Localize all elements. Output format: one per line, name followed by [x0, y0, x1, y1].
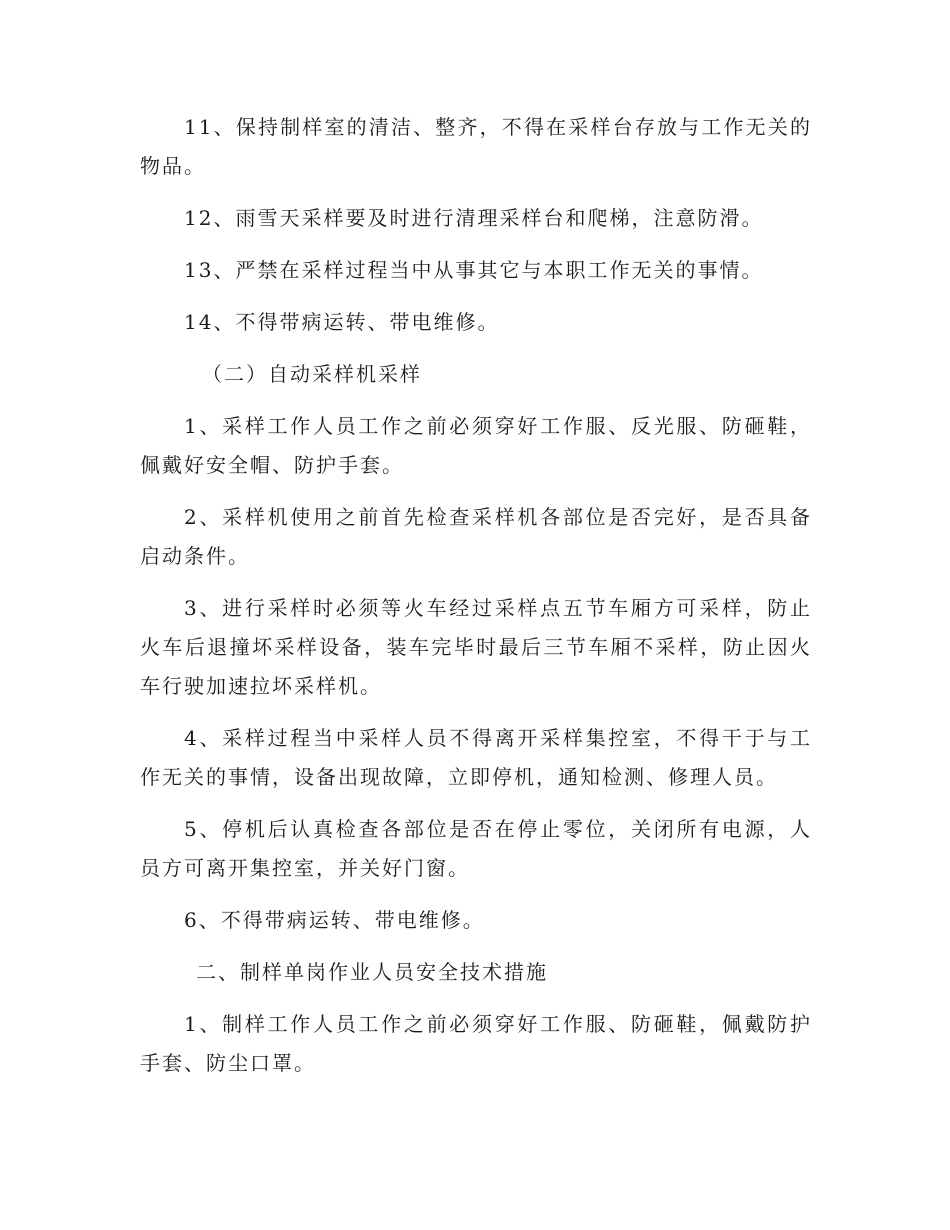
paragraph-item-1: 1、采样工作人员工作之前必须穿好工作服、反光服、防砸鞋，佩戴好安全帽、防护手套。: [140, 414, 812, 477]
paragraph-item-4: 4、采样过程当中采样人员不得离开采样集控室，不得干于与工作无关的事情，设备出现故障，立即停机，通知检测、修理人员。: [140, 726, 812, 789]
paragraph-item-14: 14、不得带病运转、带电维修。: [184, 310, 500, 334]
paragraph-item-13: 13、严禁在采样过程当中从事其它与本职工作无关的事情。: [184, 258, 764, 282]
subsection-heading-auto-sampler: （二）自动采样机采样: [202, 362, 422, 386]
paragraph-prep-item-1: 1、制样工作人员工作之前必须穿好工作服、防砸鞋，佩戴防护手套、防尘口罩。: [140, 1012, 812, 1075]
section-heading-sample-prep: 二、制样单岗作业人员安全技术措施: [196, 960, 548, 984]
paragraph-item-12: 12、雨雪天采样要及时进行清理采样台和爬梯，注意防滑。: [184, 206, 764, 230]
paragraph-item-6: 6、不得带病运转、带电维修。: [184, 908, 485, 932]
paragraph-item-3: 3、进行采样时必须等火车经过采样点五节车厢方可采样，防止火车后退撞坏采样设备，装车完毕时最后三节车厢不采样，防止因火车行驶加速拉坏采样机。: [140, 596, 812, 698]
document-body: [140, 108, 812, 1096]
paragraph-item-5: 5、停机后认真检查各部位是否在停止零位，关闭所有电源，人员方可离开集控室，并关好门窗。: [140, 817, 812, 880]
paragraph-item-2: 2、采样机使用之前首先检查采样机各部位是否完好，是否具备启动条件。: [140, 505, 812, 568]
paragraph-item-11: 11、保持制样室的清洁、整齐，不得在采样台存放与工作无关的物品。: [140, 115, 812, 178]
